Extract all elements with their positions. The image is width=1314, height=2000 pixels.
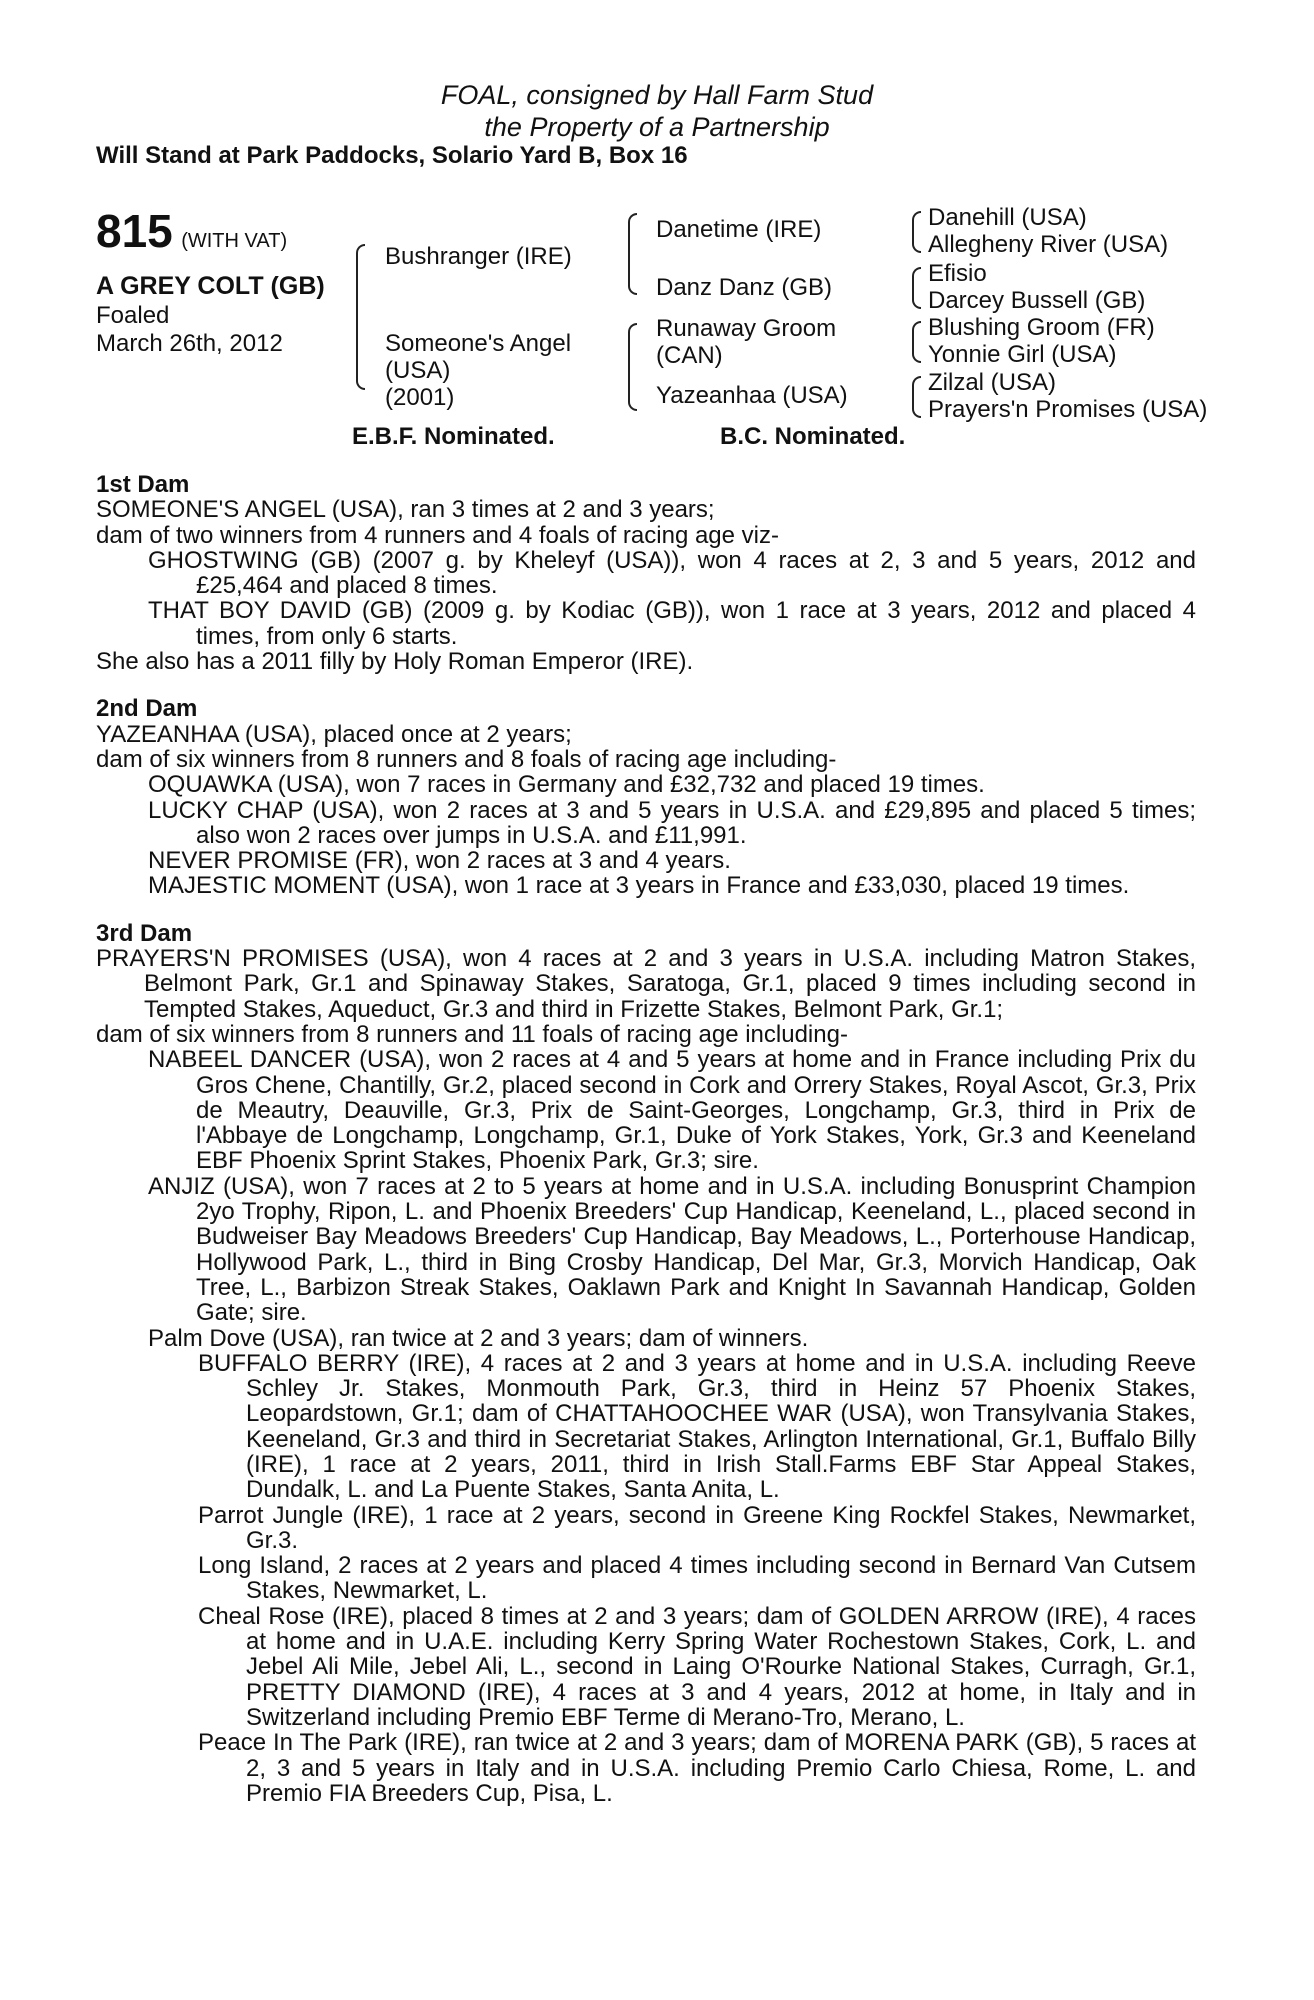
third-dam-produce-2: ANJIZ (USA), won 7 races at 2 to 5 years at home and in U.S.A. including Bonusprint Champion 2yo Trophy, Ripon, L. and Phoenix Breeders' Cup Handicap, Keeneland, L., placed second in Budweiser Bay Meadows Breeders' Cup Handicap, Bay Meadows, L., Porterhouse Handicap, Hollywood Park, L., third in Bing Crosby Handicap, Del Mar, Gr.3, Morvich Handicap, Oak Tree, L., Barbizon Streak Stakes, Oaklawn Park and Knight In Savannah Handicap, Golden Gate; sire.: [148, 1172, 1196, 1327]
g3-sire-dam-dam: Darcey Bussell (GB): [928, 287, 1146, 314]
g3-sire-dam-sire: Efisio: [928, 260, 987, 287]
third-dam-produce-1: NABEEL DANCER (USA), won 2 races at 4 and 5 years at home and in France including Prix du Gros Chene, Chantilly, Gr.2, placed second in Cork and Orrery Stakes, Royal Ascot, Gr.3, Prix de Meautry, Deauville, Gr.3, Prix de Saint-Georges, Longchamp, Gr.3, third in Prix de l'Abbaye de Longchamp, Longchamp, Gr.1, Duke of York Stakes, York, Gr.3 and Keeneland EBF Phoenix Sprint Stakes, Phoenix Park, Gr.3; sire.: [148, 1046, 1196, 1175]
dam-sire-line1: Runaway Groom: [656, 315, 837, 342]
g3-sire-sire-sire: Danehill (USA): [928, 204, 1087, 231]
second-dam-produce-1: OQUAWKA (USA), won 7 races in Germany and £32,732 and placed 19 times.: [148, 771, 985, 799]
first-dam-produce-1: GHOSTWING (GB) (2007 g. by Kheleyf (USA)), won 4 races at 2, 3 and 5 years, 2012 and £25,464 and placed 8 times.: [148, 546, 1196, 600]
vat-note: (WITH VAT): [181, 230, 288, 252]
pedigree-bracket-dam-side: [628, 323, 637, 411]
pedigree-bracket-gen1: [356, 244, 365, 390]
bc-nominated: B.C. Nominated.: [720, 423, 906, 450]
fourth-gen-produce-2: Parrot Jungle (IRE), 1 race at 2 years, second in Greene King Rockfel Stakes, Newmarket, Gr.3.: [198, 1501, 1196, 1554]
second-dam-title: 2nd Dam: [96, 695, 198, 723]
second-dam-produce-3: NEVER PROMISE (FR), won 2 races at 3 and 4 years.: [148, 847, 731, 875]
dam-dam: Yazeanhaa (USA): [656, 382, 848, 409]
catalogue-body: [96, 472, 1196, 1806]
g3-dam-sire-sire: Blushing Groom (FR): [928, 314, 1155, 341]
dam-name-line1: Someone's Angel: [385, 330, 572, 357]
second-dam-produce-2: LUCKY CHAP (USA), won 2 races at 3 and 5 years in U.S.A. and £29,895 and placed 5 times; also won 2 races over jumps in U.S.A. and £11,991.: [148, 796, 1196, 849]
foaled-date: March 26th, 2012: [96, 330, 283, 357]
stand-location: Will Stand at Park Paddocks, Solario Yard B, Box 16: [96, 142, 688, 169]
second-dam-produce-4: MAJESTIC MOMENT (USA), won 1 race at 3 years in France and £33,030, placed 19 times.: [148, 872, 1130, 900]
pedigree-bracket-g3-1: [912, 211, 921, 253]
g3-dam-dam-sire: Zilzal (USA): [928, 369, 1057, 396]
first-dam-produce-2: THAT BOY DAVID (GB) (2009 g. by Kodiac (GB)), won 1 race at 3 years, 2012 and placed 4 times, from only 6 starts.: [148, 597, 1196, 650]
g3-sire-sire-dam: Allegheny River (USA): [928, 231, 1169, 258]
first-dam-title: 1st Dam: [96, 471, 190, 498]
lot-number: 815: [96, 205, 173, 257]
consignor-line: FOAL, consigned by Hall Farm Stud: [440, 80, 874, 110]
third-dam-title: 3rd Dam: [96, 919, 193, 947]
second-dam-entry: YAZEANHAA (USA), placed once at 2 years;: [96, 720, 572, 748]
first-dam-entry: SOMEONE'S ANGEL (USA), ran 3 times at 2 and 3 years;: [96, 496, 715, 524]
third-dam-produce-summary: dam of six winners from 8 runners and 11 foals of racing age including-: [96, 1020, 848, 1048]
sire-name: Bushranger (IRE): [385, 243, 572, 270]
pedigree-bracket-g3-3: [912, 321, 921, 363]
third-dam-entry: PRAYERS'N PROMISES (USA), won 4 races at 2 and 3 years in U.S.A. including Matron Stakes, Belmont Park, Gr.1 and Spinaway Stakes, Saratoga, Gr.1, placed 9 times including second in Tempted Stakes, Aqueduct, Gr.3 and third in Frizette Stakes, Belmont Park, Gr.1;: [96, 945, 1196, 1023]
sire-dam: Danz Danz (GB): [656, 274, 833, 301]
fourth-gen-produce-4: Cheal Rose (IRE), placed 8 times at 2 and 3 years; dam of GOLDEN ARROW (IRE), 4 races at home and in U.A.E. including Kerry Spring Water Rochestown Stakes, Cork, L. and Jebel Ali Mile, Jebel Ali, L., second in Laing O'Rourke National Stakes, Curragh, Gr.1, PRETTY DIAMOND (IRE), 4 races at 3 and 4 years, 2012 at home, in Italy and in Switzerland including Premio EBF Terme di Merano-Tro, Merano, L.: [198, 1602, 1196, 1731]
g3-dam-dam-dam: Prayers'n Promises (USA): [928, 396, 1208, 423]
lot-description: A GREY COLT (GB): [96, 272, 325, 300]
pedigree-bracket-sire-side: [628, 213, 637, 295]
pedigree-bracket-g3-4: [912, 376, 921, 418]
property-line: the Property of a Partnership: [484, 112, 830, 142]
ebf-nominated: E.B.F. Nominated.: [352, 423, 555, 450]
dam-name-line2: (USA): [385, 357, 451, 384]
pedigree-bracket-g3-2: [912, 267, 921, 309]
third-dam-produce-3: Palm Dove (USA), ran twice at 2 and 3 years; dam of winners.: [148, 1324, 809, 1352]
first-dam-note: She also has a 2011 filly by Holy Roman Emperor (IRE).: [96, 648, 694, 676]
dam-foaled-year: (2001): [385, 384, 455, 411]
dam-sire-line2: (CAN): [656, 342, 723, 369]
fourth-gen-produce-3: Long Island, 2 races at 2 years and placed 4 times including second in Bernard Van Cutsem Stakes, Newmarket, L.: [198, 1552, 1196, 1605]
fourth-gen-produce-5: Peace In The Park (IRE), ran twice at 2 and 3 years; dam of MORENA PARK (GB), 5 races at 2, 3 and 5 years in Italy and in U.S.A. including Premio Carlo Chiesa, Rome, L. and Premio FIA Breeders Cup, Pisa, L.: [198, 1729, 1196, 1807]
fourth-gen-produce-1: BUFFALO BERRY (IRE), 4 races at 2 and 3 years at home and in U.S.A. including Reeve Schley Jr. Stakes, Monmouth Park, Gr.3, third in Heinz 57 Phoenix Stakes, Leopardstown, Gr.1; dam of CHATTAHOOCHEE WAR (USA), won Transylvania Stakes, Keeneland, Gr.3 and third in Secretariat Stakes, Arlington International, Gr.1, Buffalo Billy (IRE), 1 race at 2 years, 2011, third in Irish Stall.Farms EBF Star Appeal Stakes, Dundalk, L. and La Puente Stakes, Santa Anita, L.: [198, 1349, 1196, 1504]
sire-sire: Danetime (IRE): [656, 216, 822, 243]
second-dam-produce-summary: dam of six winners from 8 runners and 8 foals of racing age including-: [96, 745, 837, 773]
foaled-label: Foaled: [96, 302, 170, 329]
g3-dam-sire-dam: Yonnie Girl (USA): [928, 341, 1117, 368]
lot-number-group: [96, 204, 287, 258]
first-dam-produce-summary: dam of two winners from 4 runners and 4 foals of racing age viz-: [96, 521, 779, 549]
